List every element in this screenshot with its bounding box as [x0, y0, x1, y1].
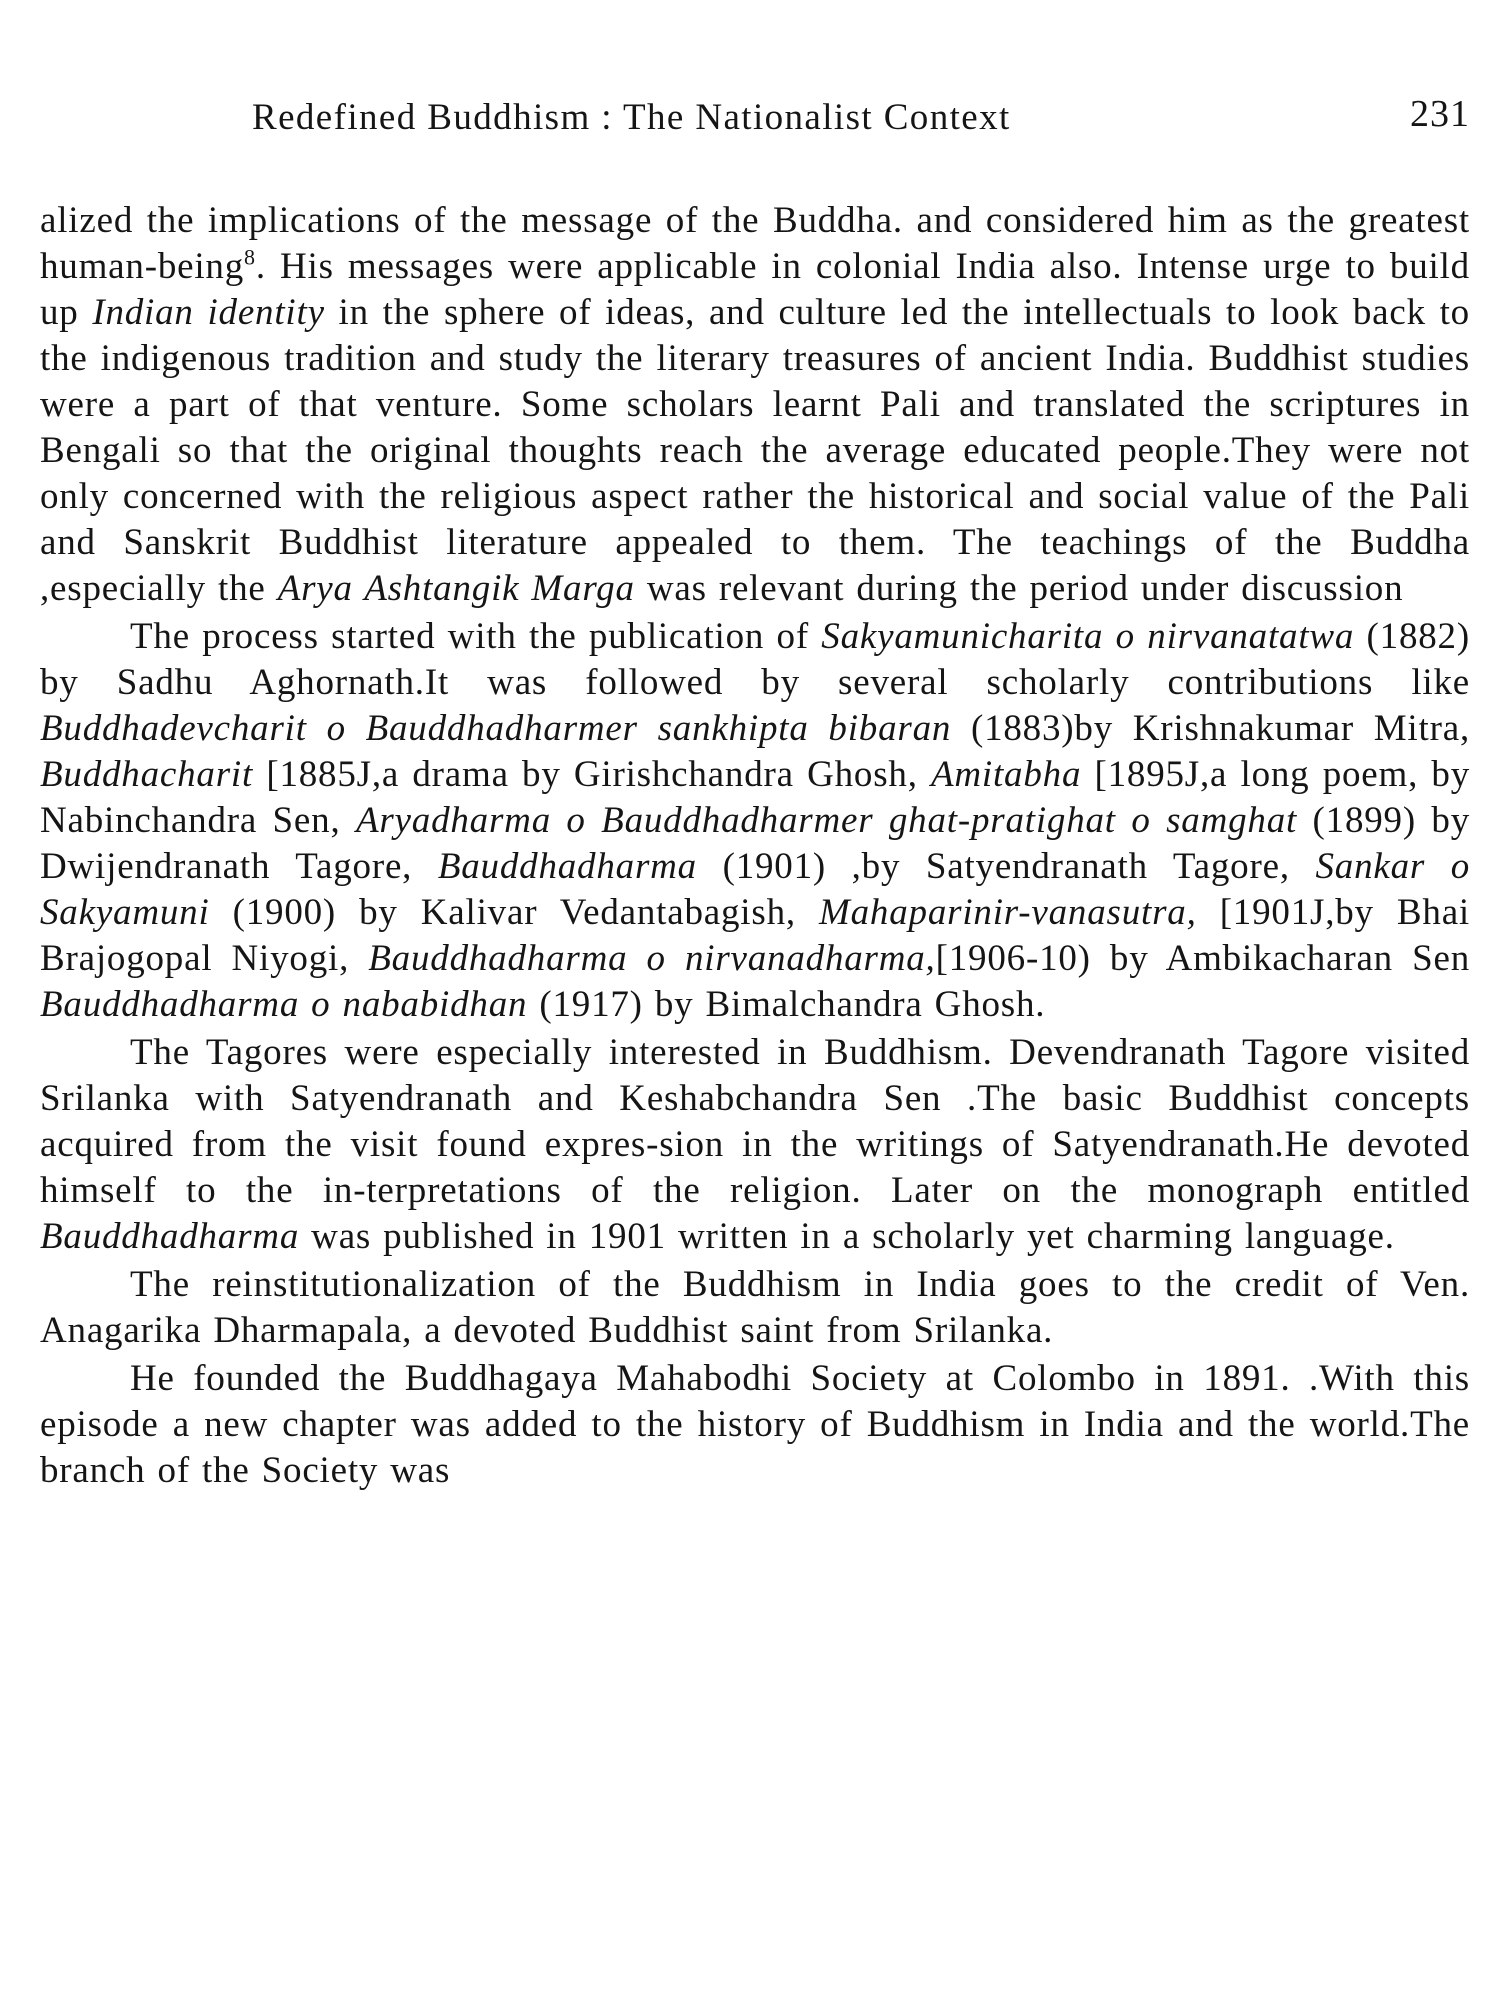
- body-text: [40, 198, 1470, 1494]
- text-run: [1901J,by Bhai Brajogopal Niyogi,: [40, 892, 1471, 979]
- footnote-marker: 8: [244, 244, 256, 270]
- text-run: (1901) ,by Satyendranath Tagore,: [696, 846, 1316, 887]
- text-run: (1882) by Sadhu Aghornath.It was followed by several scholarly contributions like: [40, 616, 1470, 703]
- book-title: Buddhadevcharit o Bauddhadharmer sankhipta bibaran: [40, 708, 952, 749]
- paragraph-5: [40, 1356, 1470, 1494]
- book-title: Amitabha: [930, 754, 1082, 795]
- text-run: The process started with the publication of: [130, 616, 822, 657]
- book-title: Sakyamunicharita o nirvanatatwa: [821, 616, 1355, 657]
- text-run: (1917) by Bimalchandra Ghosh.: [527, 984, 1046, 1025]
- text-run: in the sphere of ideas, and culture led the intellectuals to look back to the indigenous tradition and study the literary treasures of ancient India. Buddhist studies were a part of that venture. Some scholars learnt Pali and translated the scriptures in Bengali so that the original thoughts reach the average educated people.They were not only concerned with the religious aspect rather the historical and social value of the Pali and Sanskrit Buddhist literature appealed to them. The teachings of the Buddha ,especially the: [40, 292, 1470, 609]
- text-run: He founded the Buddhagaya Mahabodhi Society at Colombo in 1891. .With this episode a new chapter was added to the history of Buddhism in India and the world.The branch of the Society was: [40, 1358, 1470, 1491]
- text-run: alized the implications of the message of the Buddha. and considered him as the greatest human-being: [40, 200, 1470, 287]
- paragraph-1: [40, 198, 1470, 612]
- text-run: [1895J,a long poem, by Nabinchandra Sen,: [40, 754, 1470, 841]
- text-run: was relevant during the period under discussion: [634, 568, 1404, 609]
- book-page: [40, 0, 1470, 2000]
- text-run: [1885J,a drama by Girishchandra Ghosh,: [253, 754, 931, 795]
- page-number: 231: [1410, 93, 1470, 135]
- paragraph-3: [40, 1030, 1470, 1260]
- paragraph-4: [40, 1262, 1470, 1354]
- text-run: . His messages were applicable in colonial India also. Intense urge to build up: [40, 246, 1470, 333]
- book-title: Bauddhadharma: [40, 1216, 300, 1257]
- book-title: Sankar o Sakyamuni: [40, 846, 1470, 933]
- book-title: Bauddhadharma o nababidhan: [40, 984, 528, 1025]
- italic-term: Indian identity: [92, 292, 325, 333]
- text-run: (1883)by Krishnakumar Mitra,: [951, 708, 1470, 749]
- text-run: The reinstitutionalization of the Buddhism in India goes to the credit of Ven. Anagarika Dharmapala, a devoted Buddhist saint from Srilanka.: [40, 1264, 1470, 1351]
- paragraph-2: [40, 614, 1470, 1028]
- book-title: Bauddhadharma o nirvanadharma,: [368, 938, 936, 979]
- book-title: Buddhacharit: [40, 754, 254, 795]
- text-run: (1899) by Dwijendranath Tagore,: [40, 800, 1470, 887]
- running-title: Redefined Buddhism : The Nationalist Context: [252, 97, 1011, 138]
- text-run: [1906-10) by Ambikacharan Sen: [935, 938, 1470, 979]
- text-run: (1900) by Kalivar Vedantabagish,: [209, 892, 820, 933]
- page-header: [40, 93, 1470, 156]
- book-title: Aryadharma o Bauddhadharmer ghat-pratighat o samghat: [355, 800, 1298, 841]
- book-title: Bauddhadharma: [437, 846, 697, 887]
- italic-term: Arya Ashtangik Marga: [277, 568, 635, 609]
- text-run: was published in 1901 written in a scholarly yet charming language.: [299, 1216, 1395, 1257]
- book-title: Mahaparinir-vanasutra,: [819, 892, 1197, 933]
- text-run: The Tagores were especially interested in Buddhism. Devendranath Tagore visited Srilanka with Satyendranath and Keshabchandra Sen .The basic Buddhist concepts acquired from the visit found expres-sion in the writings of Satyendranath.He devoted himself to the in-terpretations of the religion. Later on the monograph entitled: [40, 1032, 1470, 1211]
